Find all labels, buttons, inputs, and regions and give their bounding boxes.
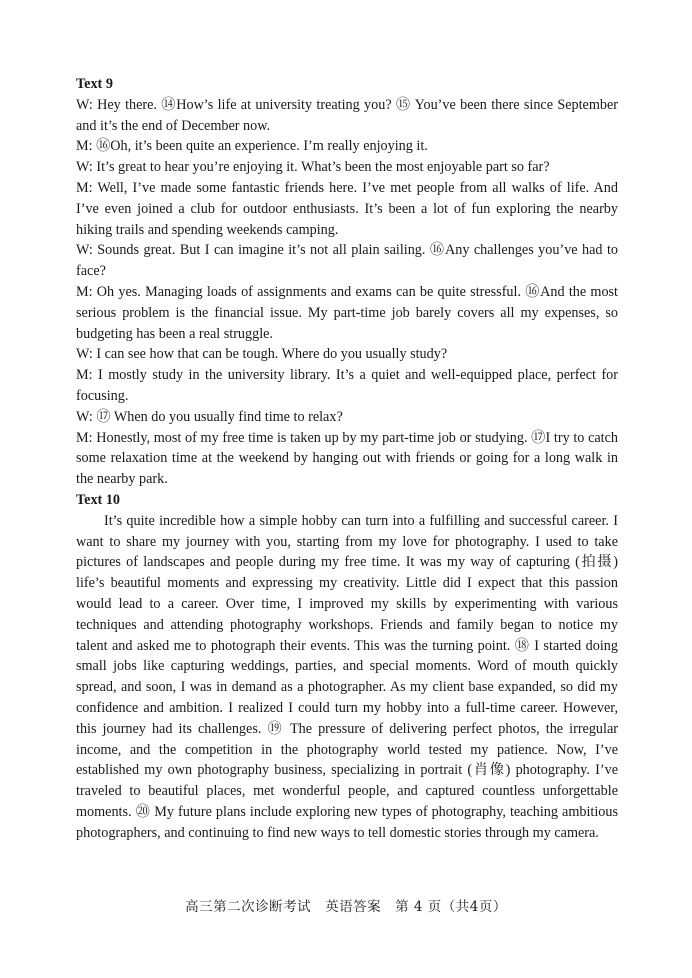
page-footer: 高三第二次诊断考试 英语答案 第 4 页（共4页） — [185, 899, 507, 915]
dialogue-line: M: I mostly study in the university library. It’s a quiet and well-equipped place, perfect for focusing. — [76, 367, 618, 404]
dialogue-line: W: I can see how that can be tough. Where do you usually study? — [76, 346, 448, 363]
dialogue-line: W: ⑰ When do you usually find time to relax? — [76, 408, 343, 425]
dialogue-line: W: It’s great to hear you’re enjoying it. What’s been the most enjoyable part so far? — [76, 159, 550, 176]
dialogue-line: M: ⑯Oh, it’s been quite an experience. I’m really enjoying it. — [76, 138, 428, 155]
dialogue-line: W: Hey there. ⑭How’s life at university treating you? ⑮ You’ve been there since September and it’s the end of December now. — [76, 96, 618, 134]
dialogue-line: M: Well, I’ve made some fantastic friends here. I’ve met people from all walks of life. And I’ve even joined a club for outdoor enthusiasts. It’s been a lot of fun exploring the nearby hiking trails and spending weekends camping. — [76, 179, 618, 238]
dialogue-line: M: Honestly, most of my free time is taken up by my part-time job or studying. ⑰I try to catch some relaxation time at the weekend by hanging out with friends or going for a long walk in the nearby park. — [76, 429, 618, 488]
text10-heading: Text 10 — [76, 491, 121, 508]
monologue-paragraph: It’s quite incredible how a simple hobby can turn into a fulfilling and successful career. I want to share my journey with you, starting from my love for photography. I used to take pictures of landscapes and people during my free time. It was my way of capturing (拍摄) life’s beautiful moments and expressing my creativity. Little did I expect that this passion would lead to a career. Over time, I improved my skills by experimenting with various techniques and attending photography workshops. Friends and family began to notice my talent and asked me to photograph their events. This was the turning point. ⑱ I started doing small jobs like capturing weddings, parties, and special moments. Word of mouth quickly spread, and soon, I was in demand as a photographer. As my client base expanded, so did my confidence and ambition. I realized I could turn my hobby into a full-time career. However, this journey had its challenges. ⑲ The pressure of delivering perfect photos, the irregular income, and the competition in the photography world tested my patience. Now, I’ve established my own photography business, specializing in portrait (肖像) photography. I’ve traveled to beautiful places, met wonderful people, and captured countless unforgettable moments. ⑳ My future plans include exploring new types of photography, teaching ambitious photographers, and continuing to find new ways to tell domestic stories through my camera. — [76, 512, 618, 841]
text9-heading: Text 9 — [76, 76, 113, 92]
document-body — [76, 74, 618, 843]
dialogue-line: M: Oh yes. Managing loads of assignments and exams can be quite stressful. ⑯And the most serious problem is the financial issue. My part-time job barely covers all my expenses, so budgeting has been a real struggle. — [76, 283, 618, 342]
dialogue-line: W: Sounds great. But I can imagine it’s not all plain sailing. ⑯Any challenges you’ve had to face? — [76, 242, 618, 280]
